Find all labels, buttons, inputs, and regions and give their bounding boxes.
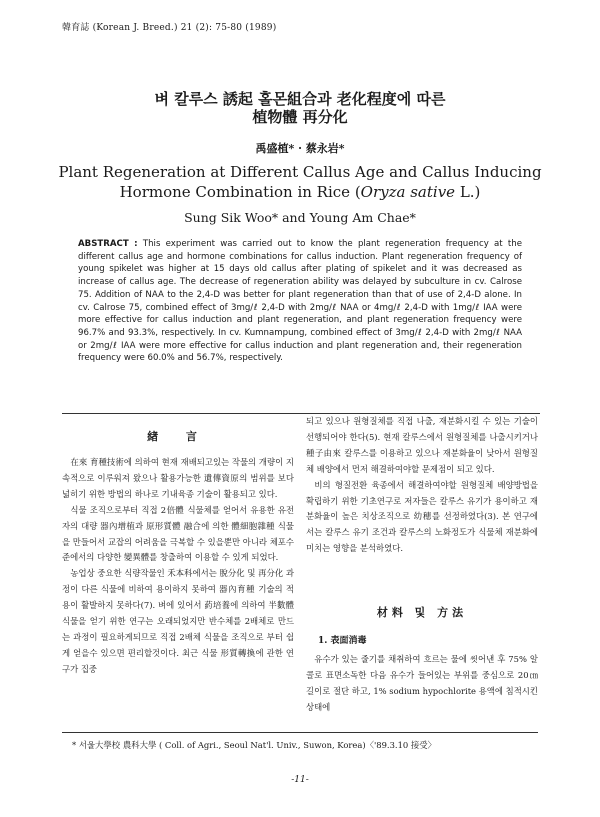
intro-paragraph-2: 식물 조직으로부터 직접 2倍體 식물체를 얻어서 유용한 유전자의 대량 器內增植과 原形質體 融合에 의한 體細胞雜種 식물을 만들어서 교잡의 어려움을 극복할 수 있을뿐만 아니라 체포수준에서의 다양한 變異體를 창출하여 이용할 수 있게 되었다.: [62, 504, 294, 563]
intro-paragraph-1: 在來 育種技術에 의하여 현재 재배되고있는 작물의 개량이 지속적으로 이루워져 왔으나 활용가능한 遺傳資原의 범위를 보다 넓히기 위한 방법의 하나로 기내육종 기술이 활용되고 있다.: [62, 457, 294, 499]
abstract: [78, 238, 522, 365]
title-english-line2: [0, 182, 600, 202]
species-name: Oryza sative: [360, 183, 456, 201]
introduction-right-column: [306, 414, 538, 557]
footnote: * 서울大學校 農科大學 ( Coll. of Agri., Seoul Nat'l. Univ., Suwon, Korea)〈'89.3.10 接受〉: [72, 740, 437, 750]
footnote-divider: [62, 732, 538, 733]
methods-subheading: 1. 表面消毒: [318, 636, 367, 646]
page-number: -11-: [291, 775, 309, 785]
methods-column: [306, 652, 538, 716]
title-english-line2-pre: Hormone Combination in Rice (: [119, 183, 361, 201]
intro-paragraph-4: 되고 있으나 원형질체를 직접 나출, 재분화시킬 수 있는 기술이 선행되어야 한다(5). 현재 칼루스에서 원형질체를 나출시키거나 種子由來 칼루스를 이용하고 있으나 재분화율이 낮아서 원형질체 배양에서 먼저 해결하여야할 문제점이 되고 있다.: [306, 416, 538, 474]
introduction-left-column: [62, 455, 294, 678]
title-korean-line1: 벼 칼루스 誘起 홀몬組合과 老化程度에 따른: [154, 90, 446, 108]
title-english-line2-post: L.): [455, 183, 481, 201]
intro-paragraph-5: 비의 형질전환 육종에서 해결하여야할 원형질체 배양방법을 확립하기 위한 기초연구로 저자들은 칼루스 유기가 용이하고 재분화율이 높은 치상조직으로 幼穗를 선정하였다(3). 본 연구에서는 칼루스 유기 조건과 칼루스의 노화정도가 식물체 재분화에 미치는 영향을 분석하였다.: [306, 479, 538, 554]
title-korean-line2: 植物體 再分化: [252, 108, 348, 126]
authors-korean: 禹盛植* · 蔡永岩*: [255, 142, 345, 155]
methods-paragraph-1: 유수가 있는 줄기를 채취하여 흐르는 물에 씻어낸 후 75% 알콜로 표면소독한 다음 유수가 들어있는 부위를 중심으로 20㎝ 길이로 절단 하고, 1% sodium hypochlorite 용액에 침적시킨 상태에: [306, 654, 538, 712]
introduction-heading: 緖 言: [147, 430, 209, 443]
abstract-label: ABSTRACT :: [78, 239, 138, 249]
title-english-line1: Plant Regeneration at Different Callus Age and Callus Inducing: [58, 163, 542, 181]
methods-heading: 材料 및 方法: [376, 606, 468, 619]
authors-english: Sung Sik Woo* and Young Am Chae*: [184, 210, 416, 225]
journal-citation: 韓育誌 (Korean J. Breed.) 21 (2): 75-80 (1989): [62, 23, 277, 33]
intro-paragraph-3: 농업상 중요한 식량작물인 禾本科에서는 脫分化 및 再分化 과정이 다른 식물에 비하여 용이하지 못하여 器內育種 기술의 적용이 활발하지 못하다(7). 벼에 있어서 葯培養에 의하여 半數體 식물을 얻기 위한 연구는 오래되었지만 반수체를 2배체로 만드는 과정이 필요하게되므로 직접 2배체 식물을 조직으로 부터 쉽게 얻을수 있으면 편리할것이다. 최근 식물 形質轉換에 관한 연구가 집중: [62, 568, 294, 674]
abstract-text: This experiment was carried out to know the plant regeneration frequency at the different callus age and hormone combinations for callus induction. Plant regeneration frequency of young spikelet was higher at 15 days old callus after plating of spikelet and it was decreased as increase of callus age. The decrease of regeneration ability was delayed by subculture in cv. Calrose 75. Addition of NAA to the 2,4-D was better for plant regeneration than that of use of 2,4-D alone. In cv. Calrose 75, combined effect of 3mg/ℓ 2,4-D with 2mg/ℓ NAA or 4mg/ℓ 2,4-D with 1mg/ℓ IAA were more effective for callus induction and plant regeneration, and plant regeneration frequency were 96.7% and 93.3%, respectively. In cv. Kumnampung, combined effect of 3mg/ℓ 2,4-D with 2mg/ℓ NAA or 2mg/ℓ IAA were more effective for callus induction and plant regeneration and, their regeneration frequency were 60.0% and 56.7%, respectively.: [78, 239, 523, 364]
